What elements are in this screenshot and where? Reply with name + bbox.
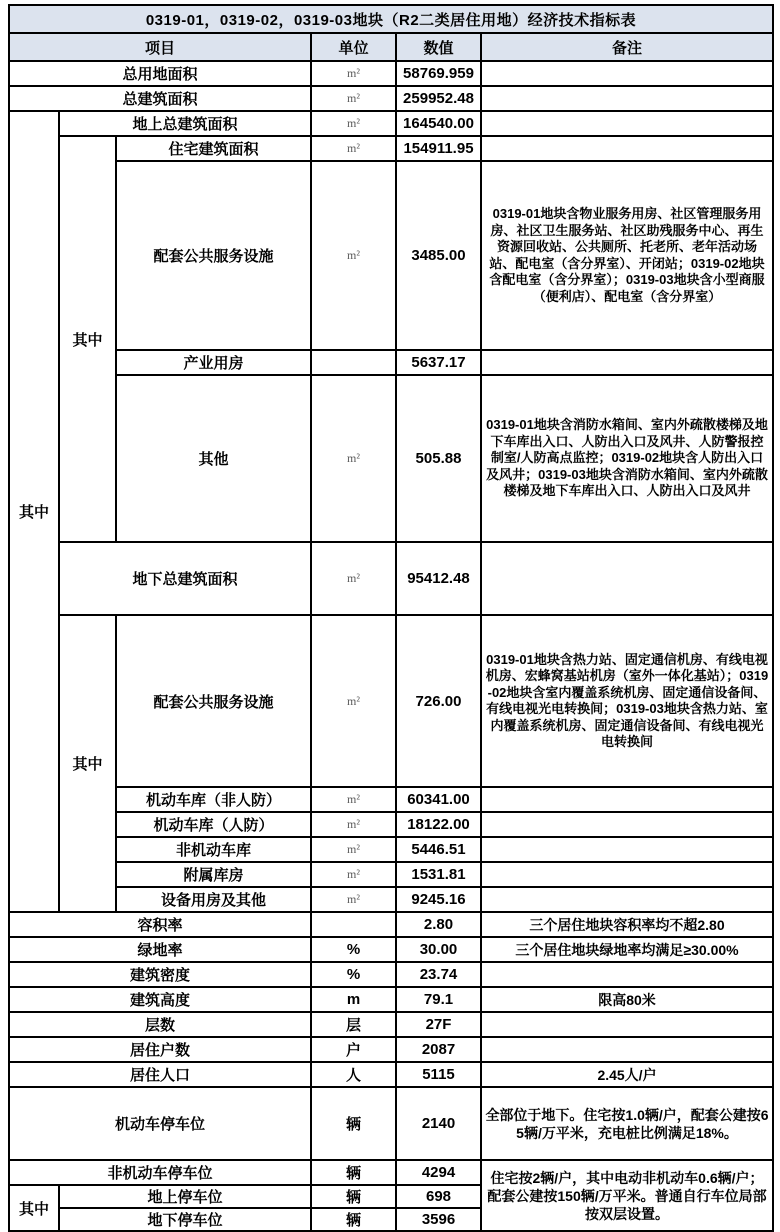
value-cell: 726.00 xyxy=(396,615,481,787)
value-cell: 9245.16 xyxy=(396,887,481,912)
item-cell: 地上停车位 xyxy=(59,1185,311,1208)
remark-cell: 0319-01地块含物业服务用房、社区管理服务用房、社区卫生服务站、社区助残服务中心、再生资源回收站、公共厕所、托老所、老年活动场站、配电室（含分界室）、开闭站；0319-02地块含配电室（含分界室）；0319-03地块含小型商服（便利店）、配电室（含分界室） xyxy=(481,161,773,350)
unit-cell: 人 xyxy=(311,1062,396,1087)
item-cell: 居住户数 xyxy=(9,1037,311,1062)
group-cell-underground: 其中 xyxy=(59,615,116,912)
group-cell-outer: 其中 xyxy=(9,111,59,912)
table-row xyxy=(9,86,773,111)
unit-cell: m² xyxy=(311,86,396,111)
unit-cell: m² xyxy=(311,837,396,862)
value-cell: 18122.00 xyxy=(396,812,481,837)
item-cell: 产业用房 xyxy=(116,350,311,375)
item-cell: 机动车库（人防） xyxy=(116,812,311,837)
remark-cell: 限高80米 xyxy=(481,987,773,1012)
remark-cell xyxy=(481,111,773,136)
item-cell: 非机动车停车位 xyxy=(9,1160,311,1185)
unit-cell: m² xyxy=(311,542,396,615)
table-row xyxy=(9,837,773,862)
unit-cell: m² xyxy=(311,136,396,161)
table-row xyxy=(9,350,773,375)
value-cell: 3596 xyxy=(396,1208,481,1231)
table-row xyxy=(9,1012,773,1037)
item-cell: 建筑密度 xyxy=(9,962,311,987)
item-cell: 容积率 xyxy=(9,912,311,937)
remark-cell xyxy=(481,542,773,615)
indicators-table xyxy=(8,4,774,1232)
item-cell: 层数 xyxy=(9,1012,311,1037)
item-cell: 总建筑面积 xyxy=(9,86,311,111)
table-row xyxy=(9,912,773,937)
table-row xyxy=(9,136,773,161)
unit-cell: % xyxy=(311,962,396,987)
group-cell-parking: 其中 xyxy=(9,1185,59,1231)
item-cell: 非机动车库 xyxy=(116,837,311,862)
item-cell: 设备用房及其他 xyxy=(116,887,311,912)
table-title-row xyxy=(9,5,773,33)
value-cell: 505.88 xyxy=(396,375,481,542)
unit-cell: m² xyxy=(311,862,396,887)
table-row xyxy=(9,887,773,912)
unit-cell xyxy=(311,912,396,937)
table-row xyxy=(9,962,773,987)
unit-cell: m² xyxy=(311,375,396,542)
unit-cell: m² xyxy=(311,615,396,787)
table-row xyxy=(9,1037,773,1062)
column-header-item: 项目 xyxy=(9,33,311,61)
remark-cell: 三个居住地块绿地率均满足≥30.00% xyxy=(481,937,773,962)
unit-cell: m xyxy=(311,987,396,1012)
remark-cell xyxy=(481,812,773,837)
table-row xyxy=(9,987,773,1012)
table-row xyxy=(9,787,773,812)
value-cell: 5446.51 xyxy=(396,837,481,862)
value-cell: 4294 xyxy=(396,1160,481,1185)
item-cell: 机动车停车位 xyxy=(9,1087,311,1160)
value-cell: 27F xyxy=(396,1012,481,1037)
unit-cell xyxy=(311,350,396,375)
column-header-unit: 单位 xyxy=(311,33,396,61)
unit-cell: m² xyxy=(311,887,396,912)
table-row xyxy=(9,375,773,542)
remark-cell xyxy=(481,86,773,111)
remark-cell xyxy=(481,136,773,161)
unit-cell: m² xyxy=(311,111,396,136)
table-row xyxy=(9,111,773,136)
table-row xyxy=(9,937,773,962)
unit-cell: 辆 xyxy=(311,1208,396,1231)
unit-cell: m² xyxy=(311,161,396,350)
remark-cell: 住宅按2辆/户，其中电动非机动车0.6辆/户；配套公建按150辆/万平米。普通自行车位局部按双层设置。 xyxy=(481,1160,773,1231)
unit-cell: m² xyxy=(311,812,396,837)
item-cell: 地上总建筑面积 xyxy=(59,111,311,136)
group-cell-aboveground: 其中 xyxy=(59,136,116,542)
value-cell: 698 xyxy=(396,1185,481,1208)
value-cell: 95412.48 xyxy=(396,542,481,615)
table-row xyxy=(9,1087,773,1160)
value-cell: 1531.81 xyxy=(396,862,481,887)
item-cell: 配套公共服务设施 xyxy=(116,161,311,350)
item-cell: 机动车库（非人防） xyxy=(116,787,311,812)
item-cell: 地下总建筑面积 xyxy=(59,542,311,615)
table-row xyxy=(9,862,773,887)
value-cell: 3485.00 xyxy=(396,161,481,350)
unit-cell: m² xyxy=(311,787,396,812)
value-cell: 2087 xyxy=(396,1037,481,1062)
unit-cell: m² xyxy=(311,61,396,86)
remark-cell xyxy=(481,787,773,812)
remark-cell xyxy=(481,862,773,887)
column-header-value: 数值 xyxy=(396,33,481,61)
value-cell: 164540.00 xyxy=(396,111,481,136)
column-header-remark: 备注 xyxy=(481,33,773,61)
value-cell: 60341.00 xyxy=(396,787,481,812)
remark-cell xyxy=(481,962,773,987)
value-cell: 58769.959 xyxy=(396,61,481,86)
remark-cell: 三个居住地块容积率均不超2.80 xyxy=(481,912,773,937)
value-cell: 30.00 xyxy=(396,937,481,962)
remark-cell: 全部位于地下。住宅按1.0辆/户，配套公建按65辆/万平米，充电桩比例满足18%。 xyxy=(481,1087,773,1160)
table-row xyxy=(9,812,773,837)
value-cell: 2.80 xyxy=(396,912,481,937)
unit-cell: 辆 xyxy=(311,1160,396,1185)
item-cell: 其他 xyxy=(116,375,311,542)
remark-cell: 0319-01地块含消防水箱间、室内外疏散楼梯及地下车库出入口、人防出入口及风井、人防警报控制室/人防高点监控；0319-02地块含人防出入口及风井；0319-03地块含消防水箱间、室内外疏散楼梯及地下车库出入口、人防出入口及风井 xyxy=(481,375,773,542)
remark-cell: 2.45人/户 xyxy=(481,1062,773,1087)
item-cell: 附属库房 xyxy=(116,862,311,887)
table-row xyxy=(9,61,773,86)
remark-cell xyxy=(481,837,773,862)
item-cell: 住宅建筑面积 xyxy=(116,136,311,161)
unit-cell: % xyxy=(311,937,396,962)
value-cell: 2140 xyxy=(396,1087,481,1160)
unit-cell: 层 xyxy=(311,1012,396,1037)
item-cell: 居住人口 xyxy=(9,1062,311,1087)
item-cell: 建筑高度 xyxy=(9,987,311,1012)
unit-cell: 辆 xyxy=(311,1087,396,1160)
remark-cell xyxy=(481,350,773,375)
remark-cell xyxy=(481,1037,773,1062)
unit-cell: 辆 xyxy=(311,1185,396,1208)
table-row xyxy=(9,542,773,615)
remark-cell xyxy=(481,887,773,912)
table-row xyxy=(9,1062,773,1087)
remark-cell xyxy=(481,1012,773,1037)
value-cell: 259952.48 xyxy=(396,86,481,111)
value-cell: 5115 xyxy=(396,1062,481,1087)
table-header-row xyxy=(9,33,773,61)
item-cell: 绿地率 xyxy=(9,937,311,962)
value-cell: 5637.17 xyxy=(396,350,481,375)
table-row xyxy=(9,1160,773,1185)
item-cell: 配套公共服务设施 xyxy=(116,615,311,787)
table-row xyxy=(9,615,773,787)
remark-cell xyxy=(481,61,773,86)
table-row xyxy=(9,161,773,350)
remark-cell: 0319-01地块含热力站、固定通信机房、有线电视机房、宏蜂窝基站机房（室外一体化基站）；0319-02地块含室内覆盖系统机房、固定通信设备间、有线电视光电转换间；0319-03地块含热力站、室内覆盖系统机房、固定通信设备间、有线电视光电转换间 xyxy=(481,615,773,787)
value-cell: 23.74 xyxy=(396,962,481,987)
unit-cell: 户 xyxy=(311,1037,396,1062)
item-cell: 地下停车位 xyxy=(59,1208,311,1231)
value-cell: 79.1 xyxy=(396,987,481,1012)
value-cell: 154911.95 xyxy=(396,136,481,161)
table-title: 0319-01，0319-02，0319-03地块（R2二类居住用地）经济技术指标表 xyxy=(9,5,773,33)
item-cell: 总用地面积 xyxy=(9,61,311,86)
